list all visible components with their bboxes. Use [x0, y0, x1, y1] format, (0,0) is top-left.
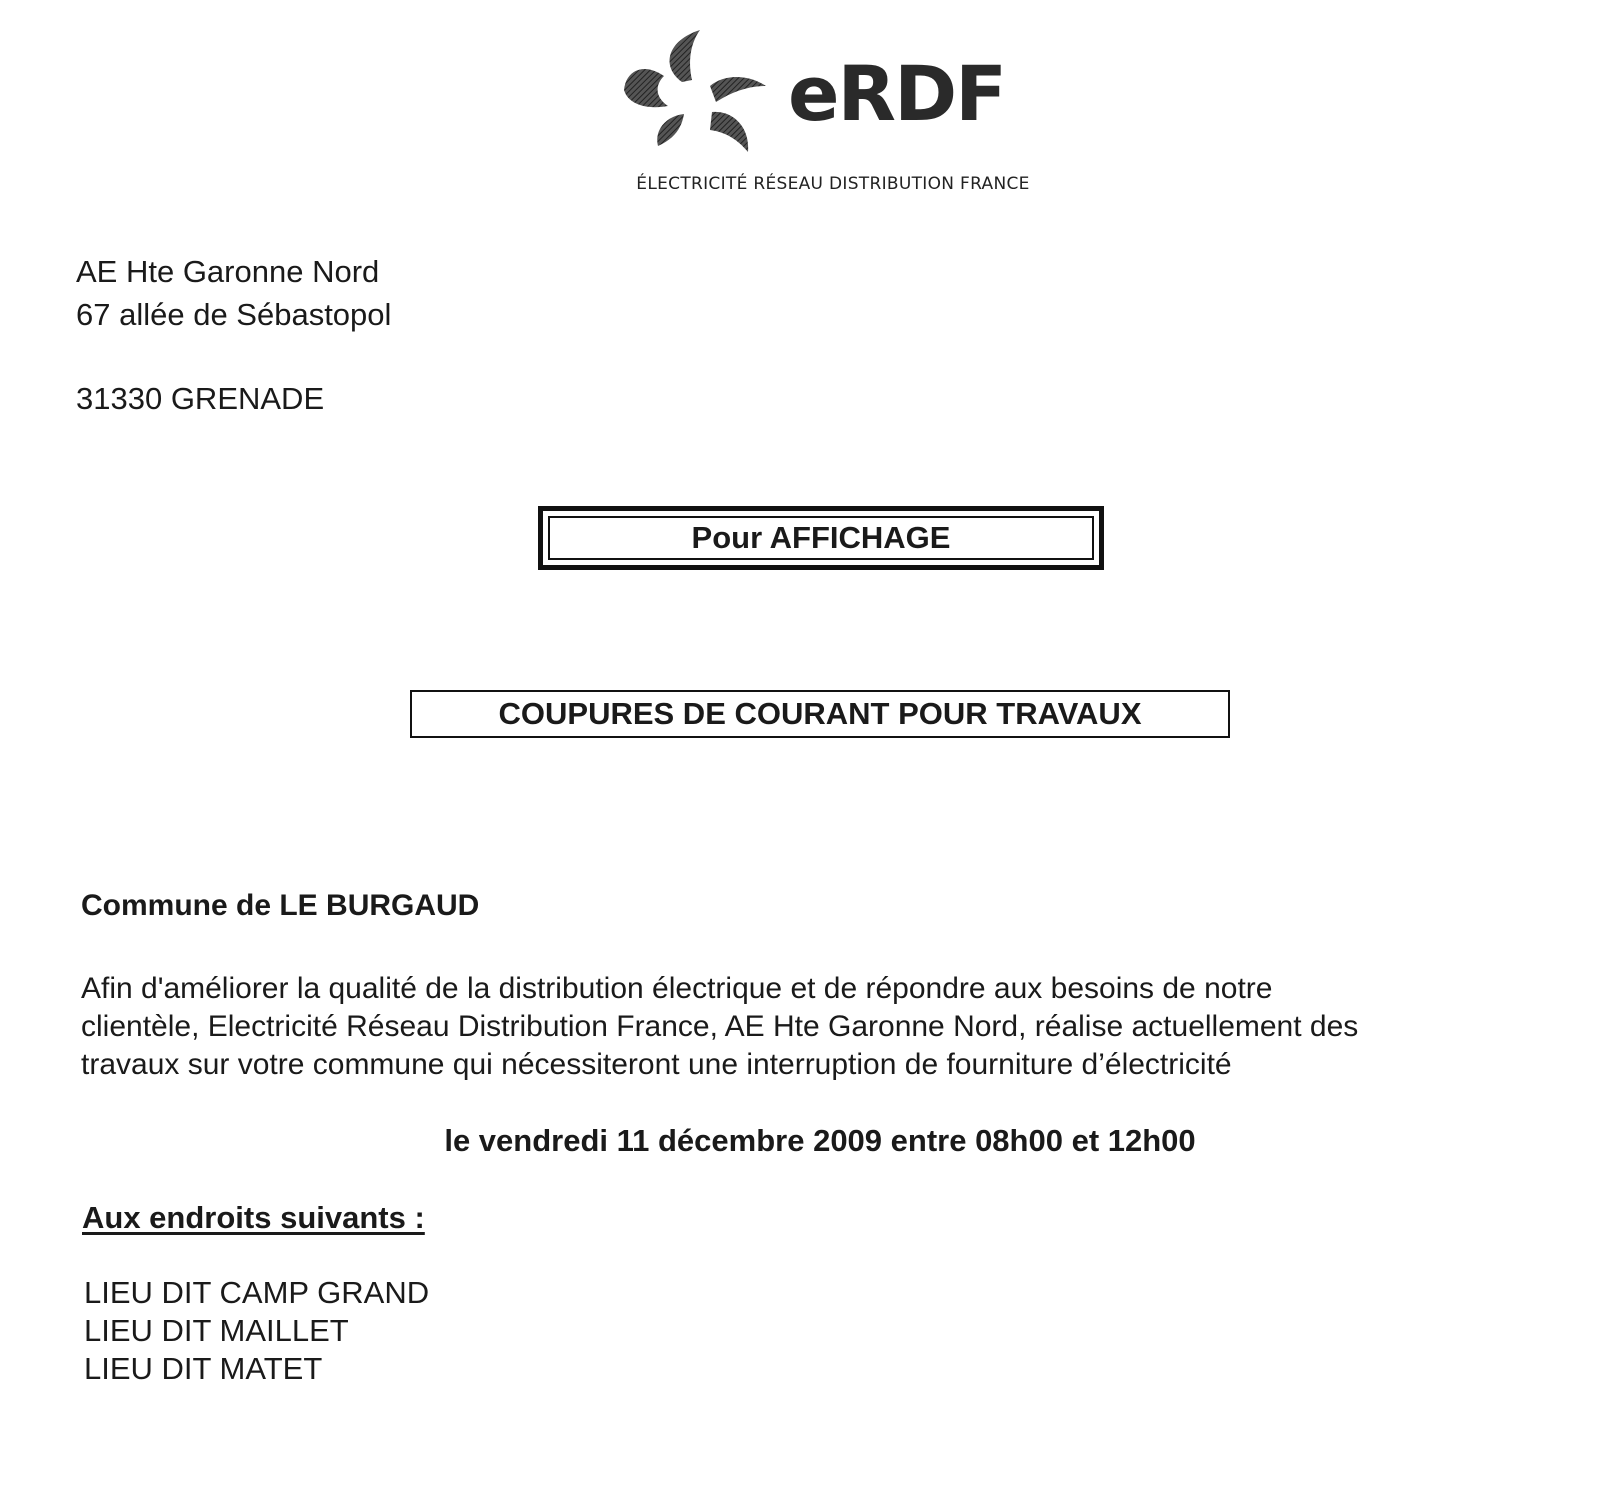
list-item: LIEU DIT MATET — [84, 1351, 323, 1386]
sender-address — [76, 250, 391, 420]
address-line: AE Hte Garonne Nord — [76, 254, 380, 289]
body-line: Afin d'améliorer la qualité de la distribution électrique et de répondre aux besoins de notre — [81, 972, 1273, 1005]
outage-date: le vendredi 11 décembre 2009 entre 08h00 et 12h00 — [444, 1123, 1196, 1158]
address-line: 31330 GRENADE — [76, 381, 325, 416]
places-list — [84, 1274, 429, 1388]
list-item: LIEU DIT CAMP GRAND — [84, 1275, 430, 1310]
body-line: travaux sur votre commune qui nécessiteront une interruption de fourniture d’électricité — [81, 1048, 1232, 1081]
address-line: 67 allée de Sébastopol — [76, 297, 392, 332]
list-item: LIEU DIT MAILLET — [84, 1313, 349, 1348]
erdf-wordmark: eRDF — [788, 49, 1006, 138]
erdf-logo — [620, 26, 1040, 206]
notice-label: Pour AFFICHAGE — [548, 516, 1094, 560]
erdf-swirl-icon — [620, 26, 770, 156]
notice-label-box — [538, 506, 1104, 570]
places-heading: Aux endroits suivants : — [82, 1200, 425, 1235]
document-title: COUPURES DE COURANT POUR TRAVAUX — [410, 690, 1230, 738]
commune-heading: Commune de LE BURGAUD — [81, 889, 480, 922]
body-line: clientèle, Electricité Réseau Distribution France, AE Hte Garonne Nord, réalise actuellement des — [81, 1010, 1359, 1043]
body-paragraph — [81, 970, 1551, 1084]
erdf-tagline: ÉLECTRICITÉ RÉSEAU DISTRIBUTION FRANCE — [636, 174, 1030, 194]
